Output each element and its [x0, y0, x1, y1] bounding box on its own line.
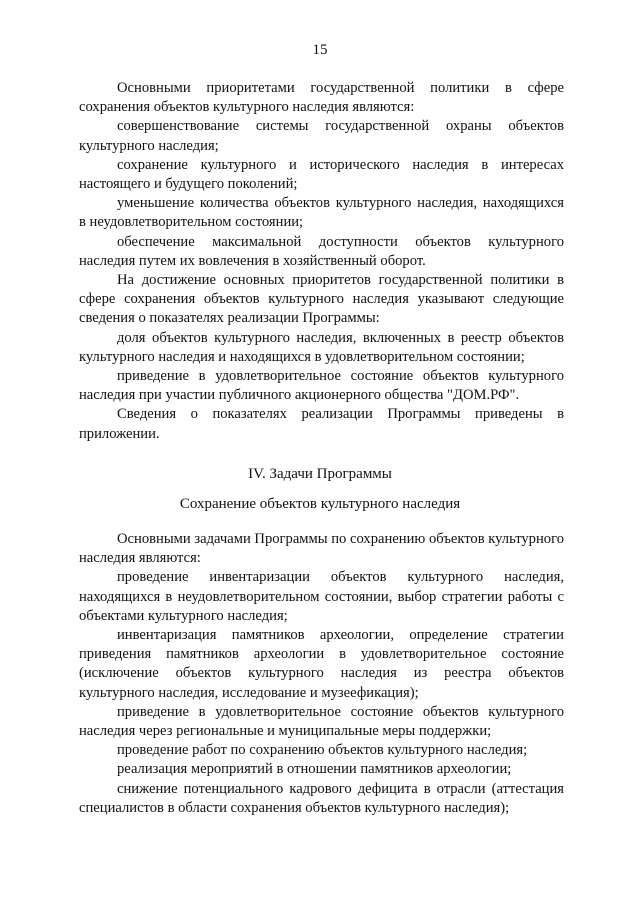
paragraph: реализация мероприятий в отношении памятников археологии; [117, 761, 512, 778]
page-number: 15 [312, 42, 328, 58]
paragraph: совершенствование системы государственной охраны объектов культурного наследия; [79, 118, 564, 154]
paragraph: проведение инвентаризации объектов культурного наследия, находящихся в неудовлетворительном состоянии, выбор стратегии работы с объектами культурного наследия; [79, 569, 564, 624]
paragraph: снижение потенциального кадрового дефицита в отрасли (аттестация специалистов в области сохранения объектов культурного наследия); [79, 780, 564, 816]
paragraph: доля объектов культурного наследия, включенных в реестр объектов культурного наследия и находящихся в удовлетворительном состоянии; [79, 329, 564, 365]
subsection-title: Сохранение объектов культурного наследия [179, 496, 461, 512]
paragraph: приведение в удовлетворительное состояние объектов культурного наследия через региональные и муниципальные меры поддержки; [79, 703, 564, 740]
paragraph: приведение в удовлетворительное состояние объектов культурного наследия при участии публичного акционерного общества "ДОМ.РФ". [79, 368, 564, 404]
tasks-section [79, 530, 564, 818]
paragraph: Сведения о показателях реализации Программы приведены в приложении. [79, 406, 564, 442]
paragraph: сохранение культурного и исторического наследия в интересах настоящего и будущего поколений; [79, 156, 564, 193]
paragraph: проведение работ по сохранению объектов культурного наследия; [117, 742, 528, 759]
paragraph: уменьшение количества объектов культурного наследия, находящихся в неудовлетворительном состоянии; [79, 195, 564, 231]
priorities-section [79, 79, 564, 444]
paragraph: Основными приоритетами государственной политики в сфере сохранения объектов культурного наследия являются: [79, 80, 564, 116]
section-title: IV. Задачи Программы [248, 466, 392, 482]
paragraph: обеспечение максимальной доступности объектов культурного наследия путем их вовлечения в хозяйственный оборот. [79, 233, 564, 269]
paragraph: инвентаризация памятников археологии, определение стратегии приведения памятников археологии в удовлетворительное состояние (исключение объектов культурного наследия из реестра объектов культурного наследия, исследование и музеефикация); [79, 627, 564, 701]
paragraph: На достижение основных приоритетов государственной политики в сфере сохранения объектов культурного наследия указывают следующие сведения о показателях реализации Программы: [79, 272, 564, 327]
paragraph: Основными задачами Программы по сохранению объектов культурного наследия являются: [79, 531, 564, 567]
